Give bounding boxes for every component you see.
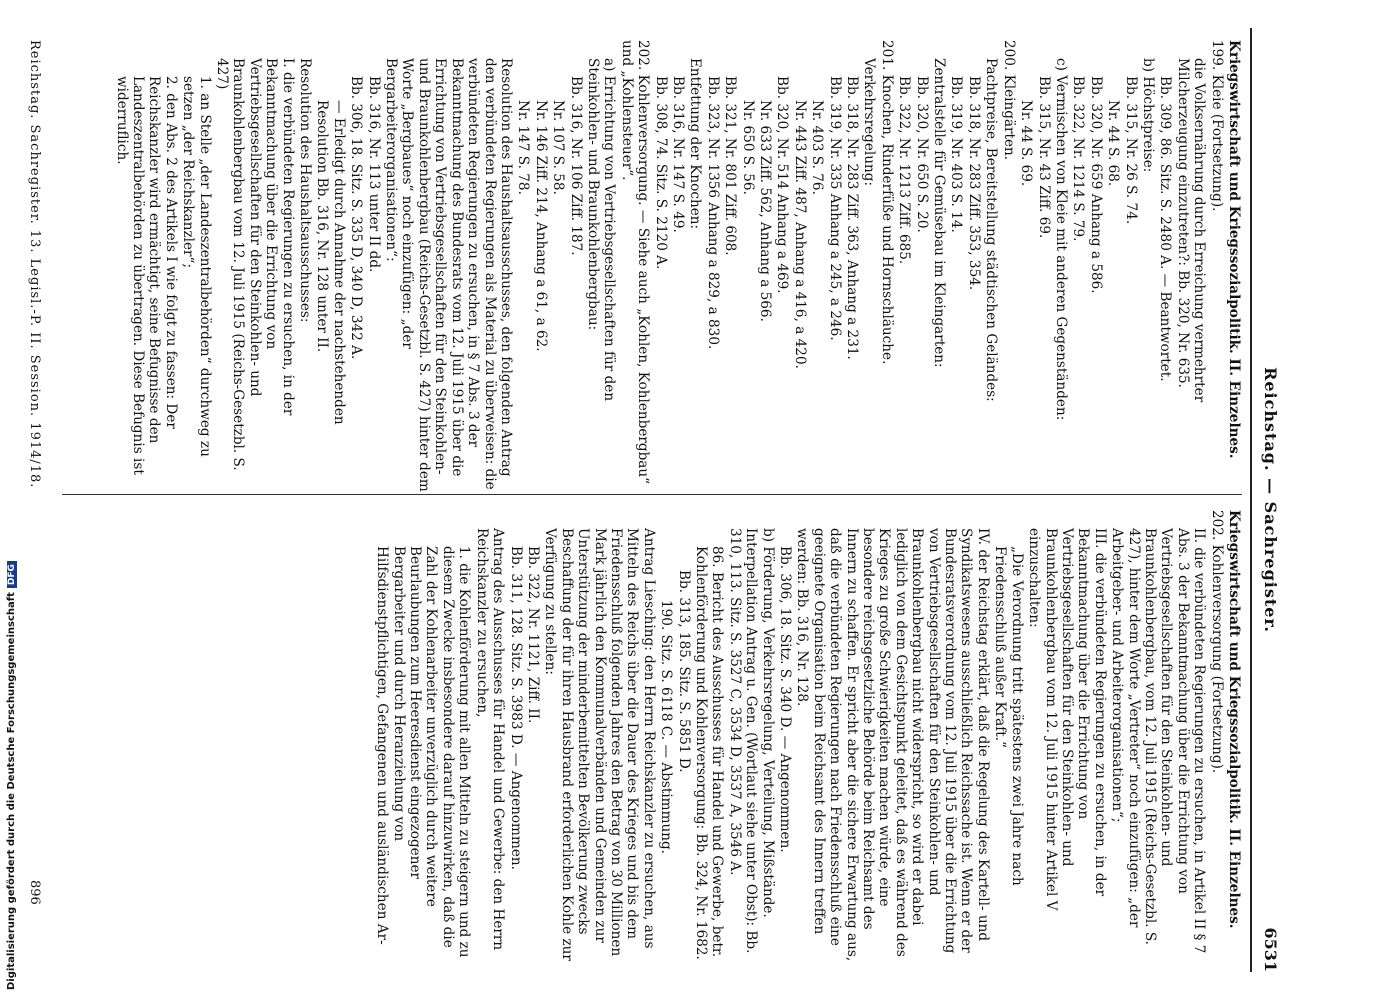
right-entries xyxy=(374,510,1225,962)
right-entry-line: III. die verbündeten Regierungen zu ersuchen, in der Bekanntmachung über die Errichtung von Vertriebsgesellschaften für den Steinkohlen- und Braunkohlenbergbau vom 12. Juli 1915 hinter Artikel V einzuschalten: xyxy=(1026,528,1108,911)
left-entry-line: Bb. 316, Nr. 106 Ziff. 187. xyxy=(567,76,584,256)
left-section-head: Kriegswirtschaft und Kriegssozialpolitik. II. Einzelnes. xyxy=(1226,40,1242,459)
left-entry-line: Nr. 443 Ziff. 487, Anhang a 416, a 420. xyxy=(791,100,808,369)
right-entry-line: b) Förderung, Verkehrsregelung, Verteilung, Mißstände. Interpellation Antrag u. Gen. (Wortlaut siehe unter Obst): Bb. 310, 113. Sitz. S. 3527 C, 3534 D, 3537 A, 3546 A. xyxy=(726,528,776,954)
left-entries xyxy=(113,40,1224,492)
credit-text: Digitalisierung gefördert durch die Deutsche Forschungsgemeinschaft xyxy=(6,592,17,990)
left-entry-line: Bb. 316, Nr. 147 S. 49. xyxy=(670,76,686,233)
left-entry-line: Bb. 318, Nr. 283 Ziff. 363, Anhang a 231. xyxy=(844,76,861,360)
right-entry-line: 86. Bericht des Ausschusses für Handel und Gewerbe, betr. Kohlenförderung und Kohlenversorgung: Bb. 324, Nr. 1682. xyxy=(693,546,726,960)
left-entry-line: — Erledigt durch Annahme der nachstehenden Resolution Bb. 316, Nr. 128 unter II. xyxy=(314,100,347,425)
left-entry-line: Nr. 44 S. 68. xyxy=(1105,100,1122,187)
left-entry-line: Bb. 309, 86. Sitz. S. 2480 A. — Beantwortet. xyxy=(1157,76,1174,382)
left-entry-line: Bb. 321, Nr. 801 Ziff. 608. xyxy=(722,76,739,256)
left-entry-line: Entfettung der Knochen: xyxy=(687,58,704,230)
left-entry-line: 2. den Abs. 2 des Artikels I wie folgt zu fassen: Der Reichskanzler wird ermächtigt, seine Befugnisse den Landeszentralbehörden zu übertragen. Diese Befugnis ist widerruflich. xyxy=(113,76,179,475)
left-entry-line: 202. Kohlenversorgung. — Siehe auch „Kohlen, Kohlenbergbau“ und „Kohlensteuer“. xyxy=(618,40,652,485)
left-entry-line: Bb. 316, Nr. 113 unter II dd. xyxy=(365,76,382,273)
left-entry-line: Bb. 322, Nr. 1213 Ziff. 685. xyxy=(896,76,913,265)
left-entry-line: Bb. 315, Nr. 26 S. 74. xyxy=(1122,76,1139,225)
left-entry-line: Bb. 319, Nr. 403 S. 14. xyxy=(948,76,965,233)
running-head-title: Reichstag. — Sachregister. xyxy=(1261,367,1280,633)
left-entry-line: Verkehrsregelung: xyxy=(861,58,878,187)
left-entry-line: Bb. 320, Nr. 514 Anhang a 469. xyxy=(774,76,791,294)
left-entry-line: Bb. 306, 18. Sitz. S. 335 D, 340 D, 342 A. xyxy=(348,76,365,360)
right-entry-line: „Die Verordnung tritt spätestens zwei Jahre nach Friedensschluß außer Kraft.“ xyxy=(992,546,1025,886)
left-entry-line: Bb. 315, Nr. 43 Ziff. 69. xyxy=(1035,76,1052,239)
left-entry-line: Bb. 320, Nr. 650 S. 20. xyxy=(913,76,930,233)
left-entry-line: 201. Knochen, Rinderfüße und Hornschläuche. xyxy=(878,40,895,365)
left-entry-line: Zentralstelle für Gemüsebau im Kleingarten: xyxy=(931,58,948,368)
left-entry-line: Bb. 320, Nr. 659 Anhang a 586. xyxy=(1087,76,1104,294)
left-entry-line: Bb. 308, 74. Sitz. S. 2120 A. xyxy=(652,76,669,270)
left-entry-line: 1. an Stelle „der Landeszentralbehörden“ durchweg zu setzen „der Reichskanzler“; xyxy=(180,76,213,457)
left-entry-line: Bb. 322, Nr. 1214 S. 79. xyxy=(1070,76,1087,242)
right-entry-line: IV. der Reichstag erklärt, daß die Regelung des Kartell- und Syndikatswesens ausschließlich Reichssache ist. Wenn er der Bundesratsverordnung vom 12. Juli 1915 über die Errichtung von Vertriebsgesellschaften für den Steinkohlen- und Braunkohlenbergbau nicht widerspricht, so wird er dabei lediglich von dem Gesichtspunkt geleitet, daß es während des Krieges zu große Schwierigkeiten machen würde, eine besondere reichsgesetzliche Behörde beim Reichsamt des Innern zu schaffen. Er spricht aber die sichere Erwartung aus, daß die verbündeten Regierungen nach Friedensschluß eine geeignete Organisation beim Reichsamt des Innern treffen werden: Bb. 316, Nr. 128. xyxy=(794,528,991,962)
left-entry-line: Nr. 147 S. 78. xyxy=(515,100,532,195)
left-entry-line: Nr. 107 S. 58. xyxy=(550,100,567,195)
left-entry-line: Nr. 146 Ziff. 214, Anhang a 61, a 62. xyxy=(532,100,549,352)
page-number: 6531 xyxy=(1261,927,1280,972)
right-entry-line: Antrag Liesching: den Herrn Reichskanzler zu ersuchen, aus Mitteln des Reichs über die Dauer des Krieges und bis dem Friedensschluß folgenden Jahres den Betrag von 30 Millionen Mark jährlich den Kommunalverbänden und Gemeinden zur Unterstützung der minderbemittelten Bevölkerung zwecks Beschaffung der für ihren Hausbrand erforderlichen Kohle zur Verfügung zu stellen: xyxy=(542,528,657,961)
dfg-logo: DFG xyxy=(7,561,17,588)
left-entry-line: b) Höchstpreise: xyxy=(1139,58,1156,173)
left-entry-line: Nr. 403 S. 76. xyxy=(809,100,826,195)
left-entry-line: die Volksernährung durch Erreichung vermehrter Milcherzeugung einzutreten?: Bb. 320, Nr. 635. xyxy=(1174,58,1208,403)
digitisation-credit xyxy=(6,561,17,990)
right-entry-line: II. die verbündeten Regierungen zu ersuchen, in Artikel II § 7 Abs. 3 der Bekanntmachung über die Errichtung von Vertriebsgesellschaften für den Steinkohlen- und Braunkohlenbergbau, vom 12. Juli 1915 (Reichs-Gesetzbl. S. 427), hinter dem Worte „Vertreter“ noch einzufügen: „der Arbeitgeber- und Arbeiterorganisationen“; xyxy=(1109,528,1208,954)
left-entry-line: Pachtpreise, Bereitstellung städtischen Geländes: xyxy=(983,58,1000,402)
left-entry-line: 199. Kleie (Fortsetzung). xyxy=(1208,40,1225,212)
left-entry-line: Bb. 323, Nr. 1356 Anhang a 829, a 830. xyxy=(704,76,721,350)
left-entry-line: 200. Kleingärten. xyxy=(1000,40,1017,161)
left-entry-line: Bb. 319, Nr. 335 Anhang a 245, a 246. xyxy=(826,76,843,341)
column-divider xyxy=(62,494,1242,495)
right-entry-line: Bb. 322, Nr. 1121, Ziff. II. xyxy=(524,546,541,724)
footer-sheet-number: 896 xyxy=(27,880,42,905)
left-entry-line: c) Vermischen von Kleie mit anderen Gegenständen: xyxy=(1052,58,1069,421)
running-head xyxy=(1250,28,1282,972)
right-column xyxy=(373,510,1242,962)
right-entry-line: 190. Sitz. S. 6118 C. — Abstimmung. xyxy=(658,600,675,854)
left-entry-line: a) Errichtung von Vertriebsgesellschaften für den Steinkohlen- und Braunkohlenbergbau: xyxy=(584,58,618,402)
left-entry-line: Bb. 318, Nr. 283 Ziff. 353, 354. xyxy=(965,76,982,291)
right-entry-line: 1. die Kohlenförderung mit allen Mitteln zu steigern und zu diesem Zwecke insbesondere darauf hinzuwirken, daß die Zahl der Kohlenarbeiter unverzüglich durch weitere Beurlaubungen zum Heeresdienst eingezogener Bergarbeiter und durch Heranziehung von Hilfsdienstpflichtigen, Gefangenen und ausländischen Ar- xyxy=(374,546,473,958)
footer-signature: Reichstag. Sachregister. 13. Legisl.-P. II. Session. 1914/18. xyxy=(27,40,42,489)
right-entry-line: Bb. 311, 128. Sitz. S. 3983 D. — Angenommen. xyxy=(507,546,524,870)
right-entry-line: 202. Kohlenversorgung (Fortsetzung). xyxy=(1208,510,1225,774)
right-entry-line: Bb. 306, 18. Sitz. S. 340 D. — Angenommen. xyxy=(777,546,794,853)
left-entry-line: Nr. 633 Ziff. 562, Anhang a 566. xyxy=(757,100,774,322)
left-entry-line: Nr. 44 S. 69. xyxy=(1018,100,1035,187)
left-entry-line: Resolution des Haushaltsausschusses, den folgenden Antrag den verbündeten Regierungen als Material zu überweisen: die verbündeten Regierungen zu ersuchen, in § 7 Abs. 3 der Bekanntmachung des Bundesrats vom 12. Juli 1915 über die Errichtung von Vertriebsgesellschaften für den Steinkohlen- und Braunkohlenbergbau (Reichs-Gesetzbl. S. 427) hinter dem Worte „Bergbaues“ noch einzufügen: „der Bergarbeiterorganisationen“: xyxy=(383,58,514,492)
left-column xyxy=(112,40,1242,492)
left-entry-line: I. die verbündeten Regierungen zu ersuchen, in der Bekanntmachung über die Errichtung von Vertriebsgesellschaften für den Steinkohlen- und Braunkohlenbergbau vom 12. Juli 1915 (Reichs-Gesetzbl. S. 427) xyxy=(214,58,296,471)
left-entry-line: Nr. 650 S. 56. xyxy=(739,100,756,195)
left-entry-line: Resolution des Haushaltsausschusses: xyxy=(297,58,314,323)
right-entry-line: Antrag des Ausschusses für Handel und Gewerbe: den Herrn Reichskanzler zu ersuchen, xyxy=(473,528,507,951)
right-section-head: Kriegswirtschaft und Kriegssozialpolitik. II. Einzelnes. xyxy=(1226,510,1242,929)
right-entry-line: Bb. 313, 185. Sitz. S. 5851 D. xyxy=(675,570,692,773)
